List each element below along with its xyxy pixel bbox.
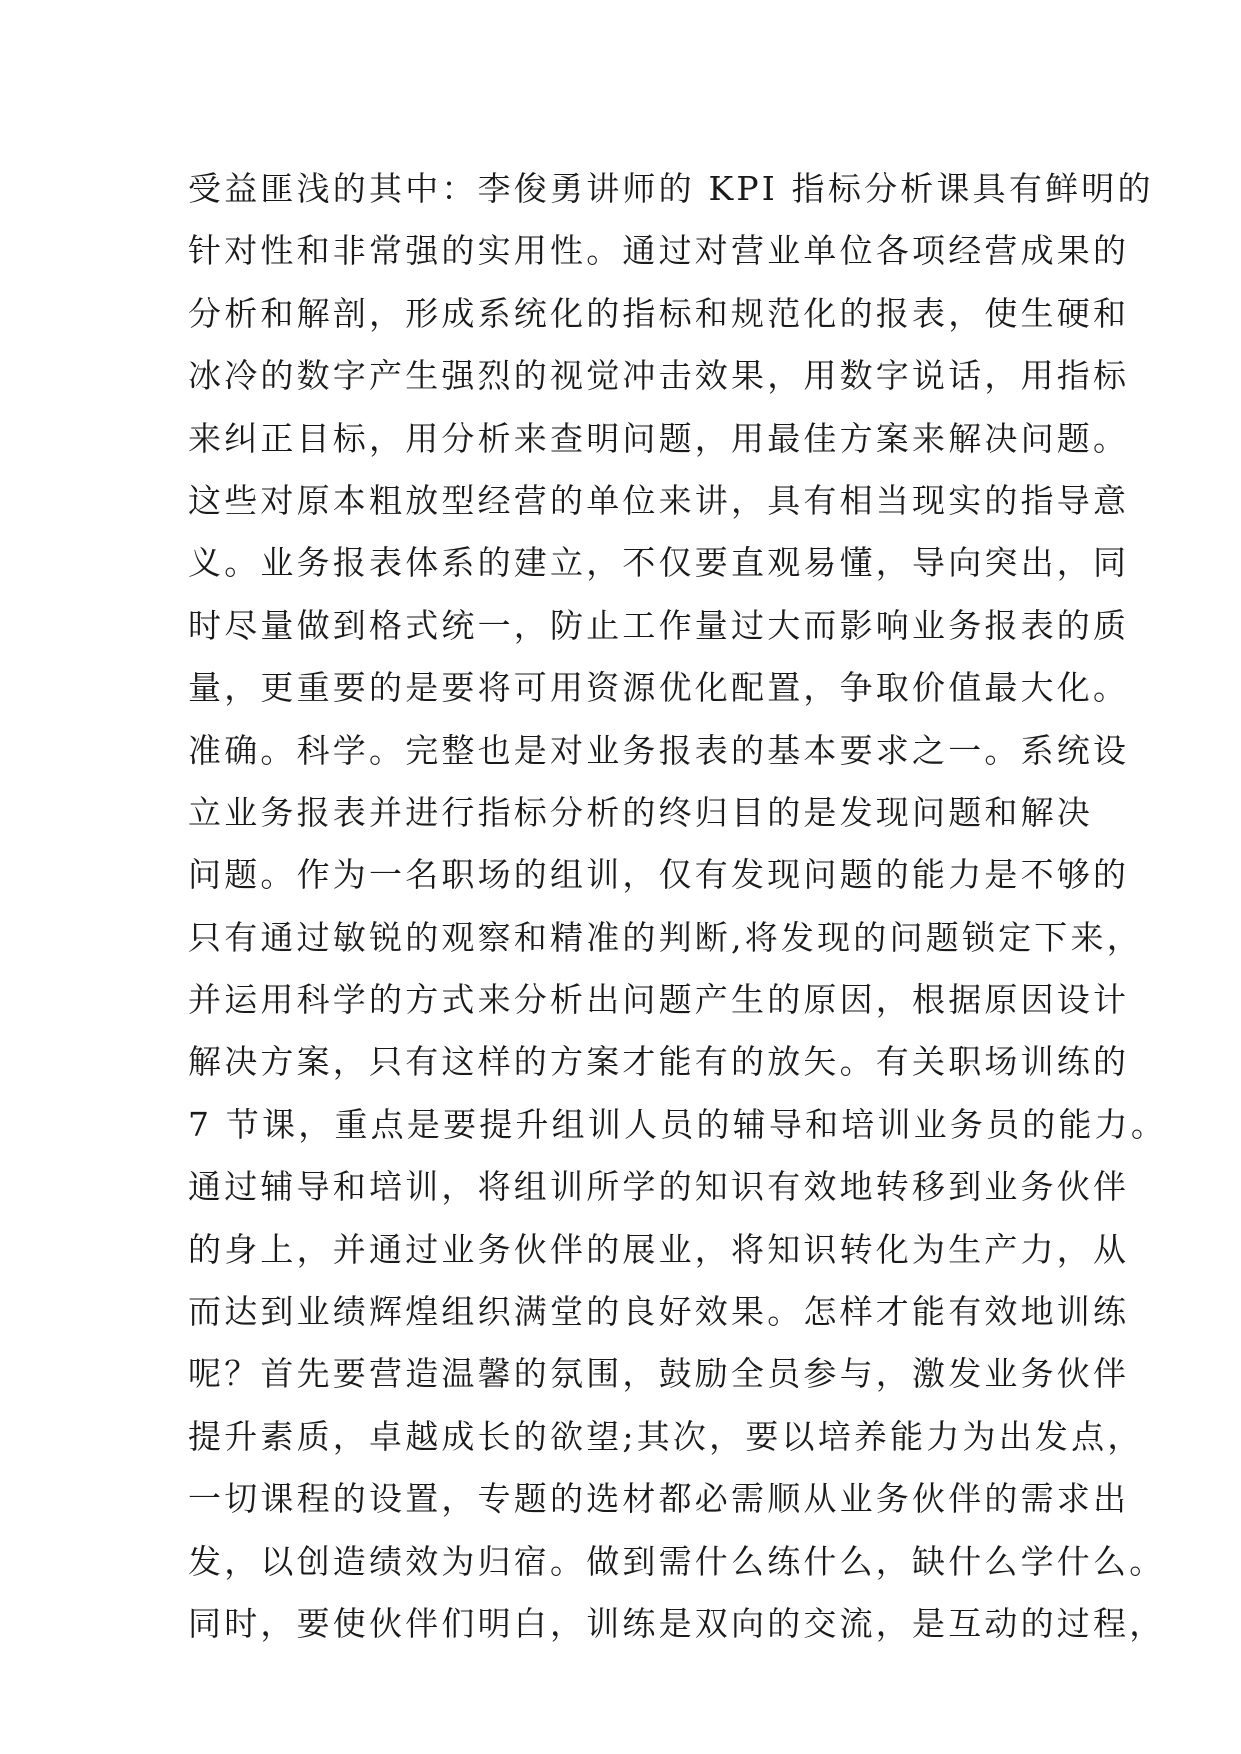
text-line: 时尽量做到格式统一，防止工作量过大而影响业务报表的质 xyxy=(188,605,1130,645)
text-line: 分析和解剖，形成系统化的指标和规范化的报表，使生硬和 xyxy=(188,293,1130,333)
text-line: 通过辅导和培训，将组训所学的知识有效地转移到业务伙伴 xyxy=(188,1167,1130,1207)
text-line: 来纠正目标，用分析来查明问题，用最佳方案来解决问题。 xyxy=(188,418,1130,458)
text-line: 冰冷的数字产生强烈的视觉冲击效果，用数字说话，用指标 xyxy=(188,356,1130,396)
text-line: 呢？首先要营造温馨的氛围，鼓励全员参与，激发业务伙伴 xyxy=(188,1354,1130,1394)
body-text xyxy=(188,158,1168,1655)
text-line: 提升素质，卓越成长的欲望;其次，要以培养能力为出发点， xyxy=(188,1416,1144,1456)
text-line: 立业务报表并进行指标分析的终归目的是发现问题和解决 xyxy=(188,792,1093,832)
text-line: 同时，要使伙伴们明白，训练是双向的交流，是互动的过程， xyxy=(188,1603,1166,1643)
text-line: 义。业务报表体系的建立，不仅要直观易懂，导向突出，同 xyxy=(188,543,1130,583)
text-line: 并运用科学的方式来分析出问题产生的原因，根据原因设计 xyxy=(188,980,1130,1020)
text-line: 这些对原本粗放型经营的单位来讲，具有相当现实的指导意 xyxy=(188,480,1130,520)
text-line: 解决方案，只有这样的方案才能有的放矢。有关职场训练的 xyxy=(188,1042,1130,1082)
text-line: 而达到业绩辉煌组织满堂的良好效果。怎样才能有效地训练 xyxy=(188,1292,1130,1332)
text-line: 发，以创造绩效为归宿。做到需什么练什么，缺什么学什么。 xyxy=(188,1541,1166,1581)
text-line: 问题。作为一名职场的组训，仅有发现问题的能力是不够的 xyxy=(188,855,1130,895)
text-line: 7 节课，重点是要提升组训人员的辅导和培训业务员的能力。 xyxy=(188,1104,1168,1144)
text-line: 一切课程的设置，专题的选材都必需顺从业务伙伴的需求出 xyxy=(188,1479,1130,1519)
text-line: 的身上，并通过业务伙伴的展业，将知识转化为生产力，从 xyxy=(188,1229,1130,1269)
text-line: 准确。科学。完整也是对业务报表的基本要求之一。系统设 xyxy=(188,730,1130,770)
text-line: 针对性和非常强的实用性。通过对营业单位各项经营成果的 xyxy=(188,231,1130,271)
text-line: 受益匪浅的其中：李俊勇讲师的 KPI 指标分析课具有鲜明的 xyxy=(188,169,1154,208)
text-line: 只有通过敏锐的观察和精准的判断,将发现的问题锁定下来， xyxy=(188,917,1143,957)
text-line: 量，更重要的是要将可用资源优化配置，争取价值最大化。 xyxy=(188,668,1130,708)
